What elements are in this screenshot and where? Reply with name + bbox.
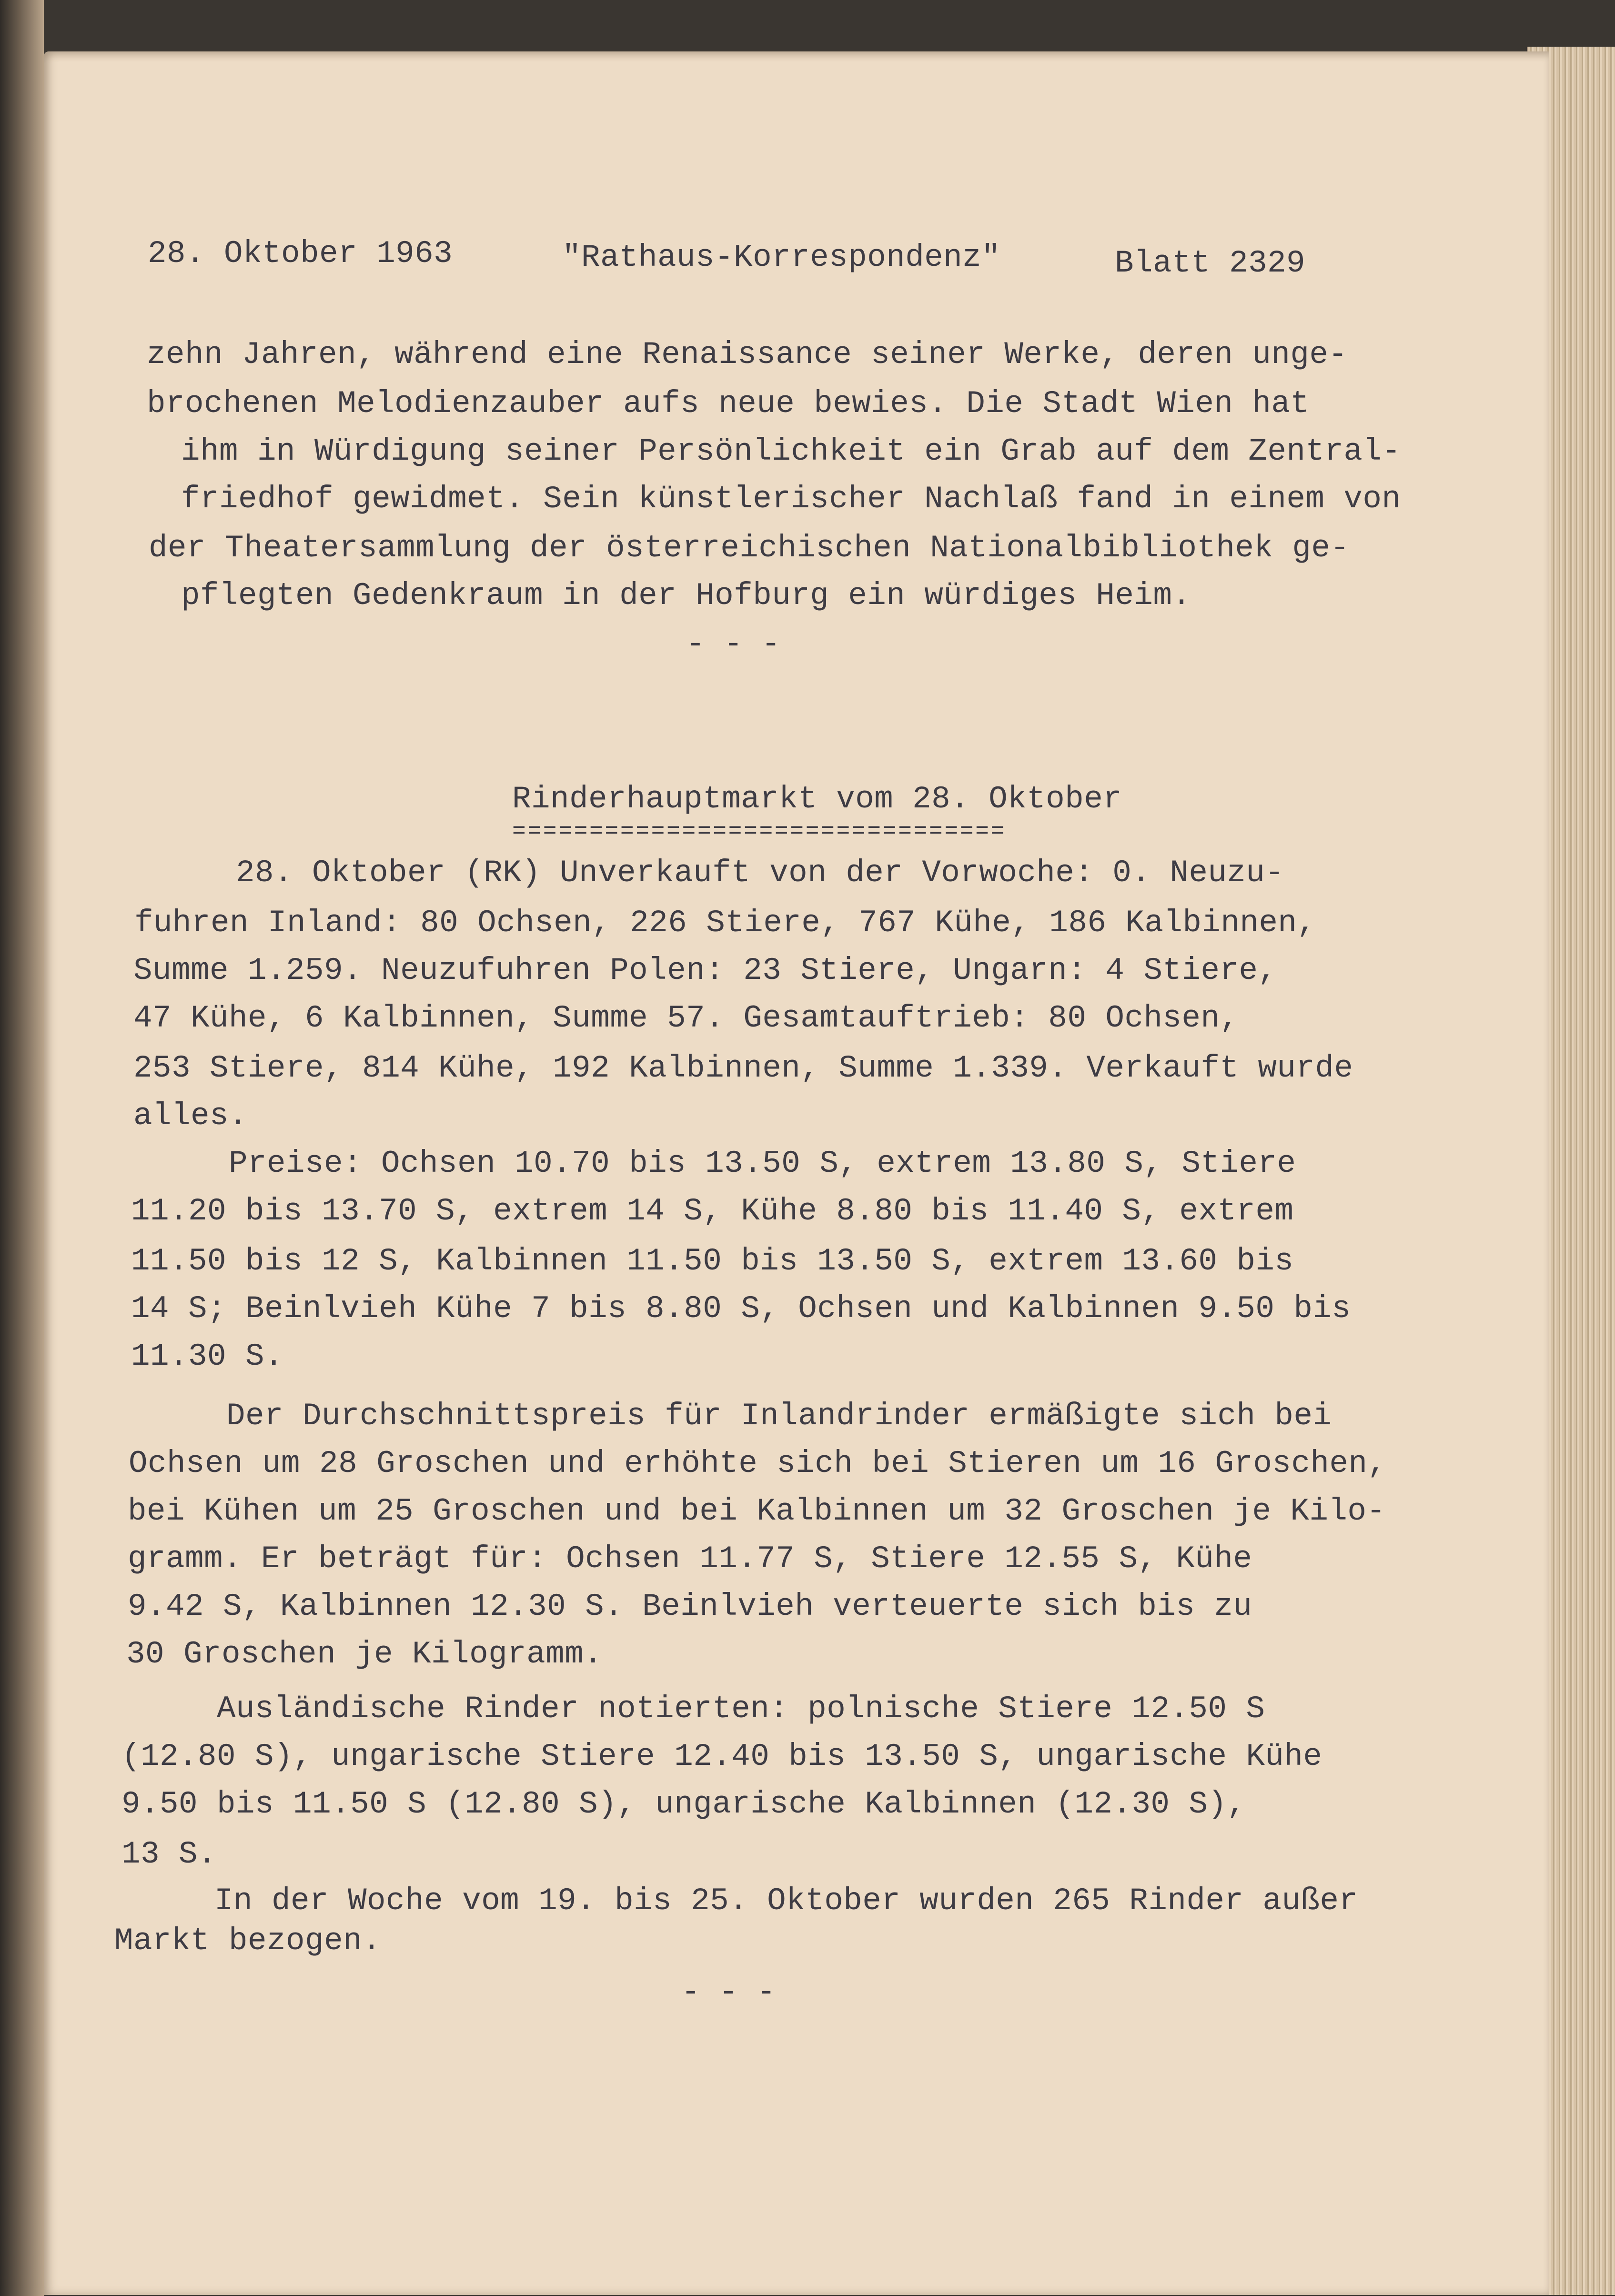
paragraph-line: 30 Groschen je Kilogramm. [126, 1636, 603, 1672]
paragraph-line: 9.42 S, Kalbinnen 12.30 S. Beinlvieh verteuerte sich bis zu [128, 1589, 1252, 1624]
article-title: Rinderhauptmarkt vom 28. Oktober [512, 781, 1122, 817]
header-publication: "Rathaus-Korrespondenz" [562, 240, 1001, 275]
paragraph-line: fuhren Inland: 80 Ochsen, 226 Stiere, 767 Kühe, 186 Kalbinnen, [134, 905, 1316, 941]
paragraph-line: 9.50 bis 11.50 S (12.80 S), ungarische Kalbinnen (12.30 S), [121, 1786, 1246, 1822]
paragraph-line: bei Kühen um 25 Groschen und bei Kalbinnen um 32 Groschen je Kilo- [128, 1493, 1386, 1529]
paragraph-line: 47 Kühe, 6 Kalbinnen, Summe 57. Gesamtauftrieb: 80 Ochsen, [133, 1000, 1239, 1036]
paragraph-line: Markt bezogen. [114, 1923, 382, 1959]
paragraph-line: Ochsen um 28 Groschen und erhöhte sich bei Stieren um 16 Groschen, [129, 1446, 1387, 1481]
end-separator: - - - [681, 1974, 776, 2010]
paragraph-line: In der Woche vom 19. bis 25. Oktober wurden 265 Rinder außer [214, 1883, 1358, 1919]
section-separator: - - - [686, 626, 781, 662]
continuation-line: friedhof gewidmet. Sein künstlerischer Nachlaß fand in einem von [181, 481, 1401, 517]
title-underline: ================================ [512, 819, 1006, 845]
paragraph-line: 13 S. [121, 1836, 217, 1872]
continuation-line: brochenen Melodienzauber aufs neue bewies. Die Stadt Wien hat [147, 386, 1310, 422]
paragraph-line: Preise: Ochsen 10.70 bis 13.50 S, extrem 13.80 S, Stiere [229, 1146, 1296, 1181]
paragraph-line: Summe 1.259. Neuzufuhren Polen: 23 Stiere, Ungarn: 4 Stiere, [133, 953, 1277, 988]
header-sheet: Blatt 2329 [1115, 245, 1306, 281]
paragraph-line: 14 S; Beinlvieh Kühe 7 bis 8.80 S, Ochsen und Kalbinnen 9.50 bis [131, 1291, 1351, 1327]
paragraph-line: (12.80 S), ungarische Stiere 12.40 bis 13.50 S, ungarische Kühe [121, 1739, 1322, 1774]
continuation-line: der Theatersammlung der österreichischen Nationalbibliothek ge- [149, 530, 1350, 566]
paragraph-line: alles. [133, 1098, 248, 1134]
paragraph-line: 11.30 S. [131, 1339, 284, 1374]
paragraph-line: gramm. Er beträgt für: Ochsen 11.77 S, Stiere 12.55 S, Kühe [128, 1541, 1252, 1577]
paragraph-line: Der Durchschnittspreis für Inlandrinder ermäßigte sich bei [226, 1398, 1332, 1434]
paragraph-line: 28. Oktober (RK) Unverkauft von der Vorwoche: 0. Neuzu- [236, 855, 1284, 891]
header-date: 28. Oktober 1963 [148, 236, 453, 272]
left-page-edge [0, 0, 44, 2296]
paragraph-line: 11.20 bis 13.70 S, extrem 14 S, Kühe 8.80 bis 11.40 S, extrem [131, 1193, 1294, 1229]
paragraph-line: 11.50 bis 12 S, Kalbinnen 11.50 bis 13.50 S, extrem 13.60 bis [131, 1243, 1294, 1279]
paragraph-line: 253 Stiere, 814 Kühe, 192 Kalbinnen, Summe 1.339. Verkauft wurde [133, 1050, 1353, 1086]
continuation-line: ihm in Würdigung seiner Persönlichkeit ein Grab auf dem Zentral- [181, 433, 1401, 469]
continuation-line: pflegten Gedenkraum in der Hofburg ein würdiges Heim. [181, 578, 1191, 614]
continuation-line: zehn Jahren, während eine Renaissance seiner Werke, deren unge- [147, 337, 1348, 373]
paragraph-line: Ausländische Rinder notierten: polnische Stiere 12.50 S [217, 1691, 1265, 1727]
